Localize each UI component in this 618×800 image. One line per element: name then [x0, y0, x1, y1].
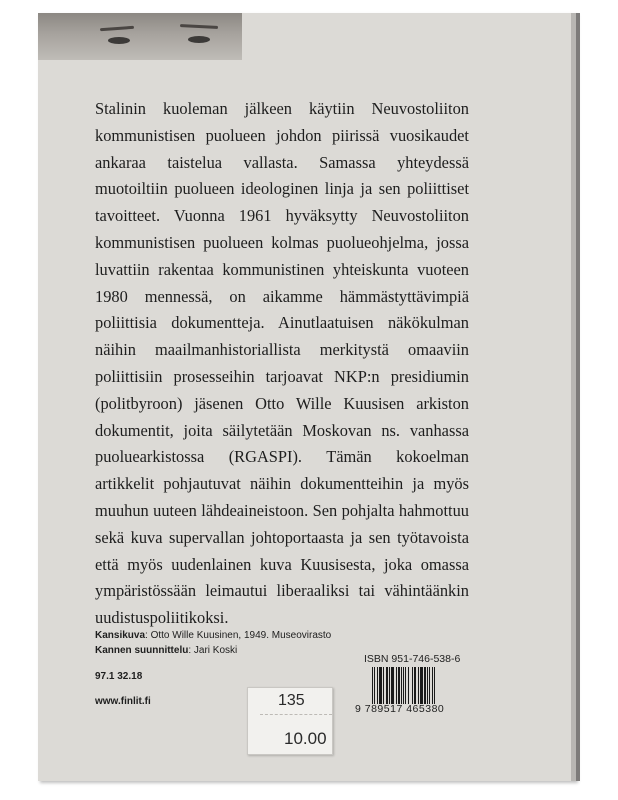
back-cover-blurb: Stalinin kuoleman jälkeen käytiin Neuvostoliiton kommunistisen puolueen johdon piirissä vuosikaudet ankaraa taistelua vallasta. Samassa yhteydessä muotoiltiin puolueen ideologinen linja ja sen poliittiset tavoitteet. Vuonna 1961 hyväksytty Neuvostoliiton kommunistisen puolueen kolmas puolueohjelma, jossa luvattiin rakentaa kommunistinen yhteiskunta vuoteen 1980 mennessä, on aikamme hämmästyttävimpiä poliittisia dokumentteja. Ainutlaatuisen näkökulman näihin maailmanhistoriallista merkitystä omaaviin poliittisiin prosesseihin tarjoavat NKP:n presidiumin (politbyroon) jäsenen Otto Wille Kuusisen arkiston dokumentit, joita säilytetään Moskovan ns. vanhassa puoluearkistossa (RGASPI). Tämän kokoelman artikkelit pohjautuvat näihin dokumentteihin ja myös muuhun uuteen lähdeaineistoon. Sen pohjalta hahmottuu sekä kuva supervallan johtoportaasta ja sen työtavoista että myös uudenlainen kuva Kuusisesta, joka omassa ympäristössään leimautui liberaaliksi tai vähintäänkin uudistuspoliitikoksi.: [95, 99, 469, 628]
cover-design-credit: [95, 643, 331, 658]
cover-photo-credit-label: Kansikuva: [95, 630, 146, 641]
spine-edge: [576, 13, 580, 781]
cover-credits: [95, 628, 331, 658]
cover-design-credit-label: Kannen suunnittelu: [95, 645, 189, 656]
price-sticker: [247, 687, 333, 755]
price-sticker-price: 10.00: [284, 729, 327, 748]
isbn-label: ISBN 951-746-538-6: [364, 653, 461, 665]
cover-photo-credit-value: : Otto Wille Kuusinen, 1949. Museovirasto: [145, 630, 332, 641]
price-sticker-code: 135: [278, 692, 305, 709]
cover-photo-strip: [38, 13, 242, 60]
cover-photo-credit: [95, 628, 331, 643]
barcode-number: 9 789517 465380: [355, 703, 445, 715]
classification-code: 97.1 32.18: [95, 671, 143, 682]
cover-design-credit-value: : Jari Koski: [188, 645, 238, 656]
publisher-website: www.finlit.fi: [95, 696, 151, 707]
barcode: [370, 667, 466, 704]
